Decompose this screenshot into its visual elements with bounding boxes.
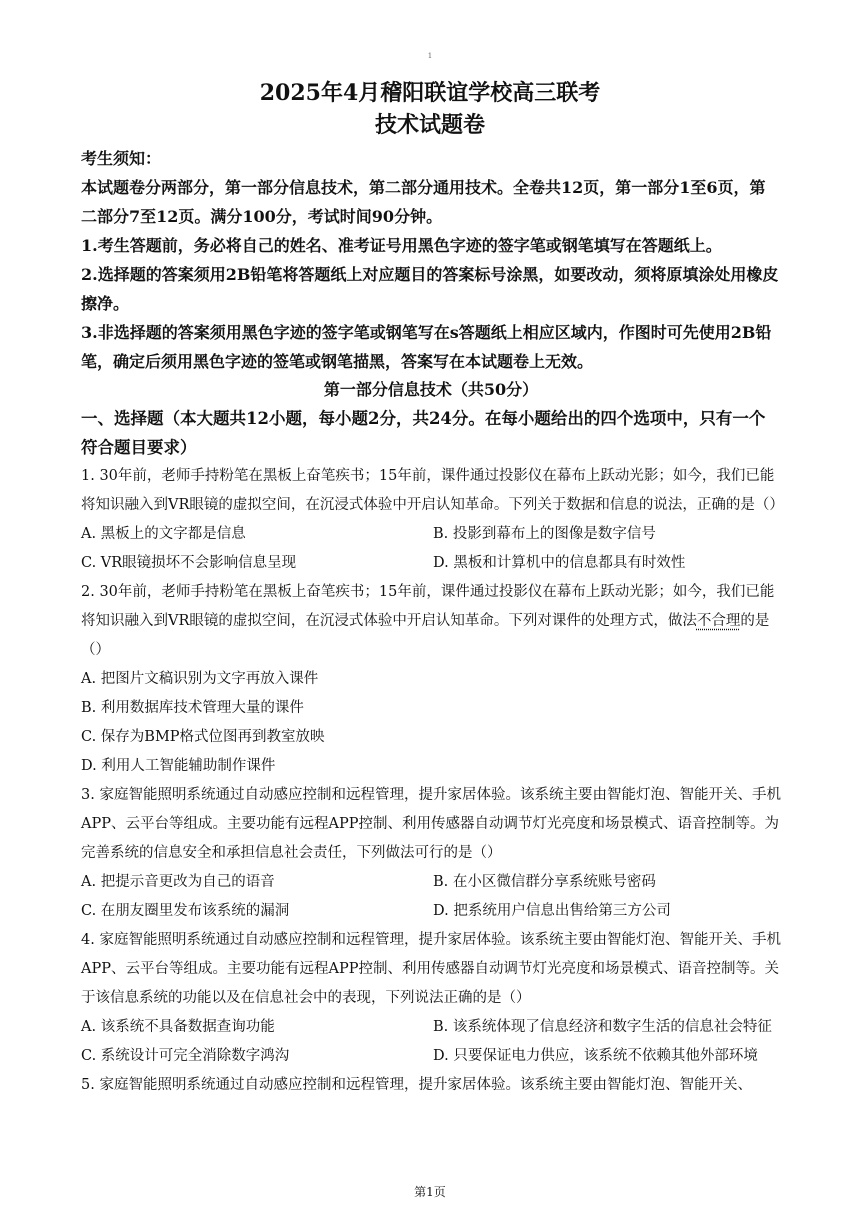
option-a: A. 黑板上的文字都是信息 xyxy=(81,526,246,542)
option-group xyxy=(81,868,781,926)
option-group xyxy=(81,665,781,781)
exam-notice xyxy=(81,144,781,376)
stem-text: 2. 30年前，老师手持粉笔在黑板上奋笔疾书；15年前，课件通过投影仪在幕布上跃动光影；如今，我们已能将知识融入到VR眼镜的虚拟空间，在沉浸式体验中开启认知革命。下列对课件的处理方式，做法 xyxy=(81,584,775,629)
exam-subtitle: 技术试题卷 xyxy=(374,112,485,138)
option-d: D. 黑板和计算机中的信息都具有时效性 xyxy=(433,555,686,571)
question-stem: 5. 家庭智能照明系统通过自动感应控制和远程管理，提升家居体验。该系统主要由智能灯泡、智能开关、 xyxy=(81,1077,752,1093)
option-b: B. 该系统体现了信息经济和数字生活的信息社会特征 xyxy=(433,1019,772,1035)
option-b: B. 在小区微信群分享系统账号密码 xyxy=(433,874,656,890)
notice-item: 1.考生答题前，务必将自己的姓名、准考证号用黑色字迹的签字笔或钢笔填写在答题纸上。 xyxy=(81,236,722,255)
option-c: C. 系统设计可完全消除数字鸿沟 xyxy=(81,1048,290,1064)
document-body xyxy=(81,144,784,1100)
option-d: D. 把系统用户信息出售给第三方公司 xyxy=(433,903,671,919)
question-stem: 3. 家庭智能照明系统通过自动感应控制和远程管理，提升家居体验。该系统主要由智能灯泡、智能开关、手机APP、云平台等组成。主要功能有远程APP控制、利用传感器自动调节灯光亮度和场景模式、语音控制等。为完善系统的信息安全和承担信息社会责任，下列做法可行的是（） xyxy=(81,787,781,861)
notice-item: 3.非选择题的答案须用黑色字迹的签字笔或钢笔写在s答题纸上相应区域内，作图时可先使用2B铅笔，确定后须用黑色字迹的签笔或钢笔描黑，答案写在本试题卷上无效。 xyxy=(81,323,772,371)
option-a: A. 把图片文稿识别为文字再放入课件 xyxy=(81,671,319,687)
emphasis-text: 不合理 xyxy=(696,613,741,629)
option-c: C. 在朋友圈里发布该系统的漏洞 xyxy=(81,903,290,919)
page-number: 第1页 xyxy=(414,1185,446,1199)
notice-item: 2.选择题的答案须用2B铅笔将答题纸上对应题目的答案标号涂黑，如要改动，须将原填涂处用橡皮擦净。 xyxy=(81,265,779,313)
option-c: C. VR眼镜损坏不会影响信息呈现 xyxy=(81,555,297,571)
part-title: 第一部分信息技术（共50分） xyxy=(323,380,539,399)
option-group xyxy=(81,1013,781,1071)
option-b: B. 投影到幕布上的图像是数字信号 xyxy=(433,526,656,542)
page-mark: 1 xyxy=(427,52,433,60)
question-stem: 4. 家庭智能照明系统通过自动感应控制和远程管理，提升家居体验。该系统主要由智能灯泡、智能开关、手机APP、云平台等组成。主要功能有远程APP控制、利用传感器自动调节灯光亮度和场景模式、语音控制等。关于该信息系统的功能以及在信息社会中的表现，下列说法正确的是（） xyxy=(81,932,781,1006)
option-d: D. 只要保证电力供应，该系统不依赖其他外部环境 xyxy=(433,1048,758,1064)
notice-intro: 本试题卷分两部分，第一部分信息技术，第二部分通用技术。全卷共12页，第一部分1至6页，第二部分7至12页。满分100分，考试时间90分钟。 xyxy=(81,178,766,226)
option-c: C. 保存为BMP格式位图再到教室放映 xyxy=(81,729,325,745)
exam-title: 2025年4月稽阳联谊学校高三联考 xyxy=(259,80,601,106)
section-heading: 一、选择题（本大题共12小题，每小题2分，共24分。在每小题给出的四个选项中，只有一个符合题目要求） xyxy=(81,409,766,457)
question-stem xyxy=(81,578,781,665)
notice-heading: 考生须知： xyxy=(81,149,162,168)
option-a: A. 该系统不具备数据查询功能 xyxy=(81,1019,275,1035)
option-b: B. 利用数据库技术管理大量的课件 xyxy=(81,700,304,716)
question-stem: 1. 30年前，老师手持粉笔在黑板上奋笔疾书；15年前，课件通过投影仪在幕布上跃动光影；如今，我们已能将知识融入到VR眼镜的虚拟空间，在沉浸式体验中开启认知革命。下列关于数据和信息的说法，正确的是（） xyxy=(81,468,784,513)
option-group xyxy=(81,520,781,578)
option-a: A. 把提示音更改为自己的语音 xyxy=(81,874,275,890)
stem-text: 的是（） xyxy=(81,613,770,658)
option-d: D. 利用人工智能辅助制作课件 xyxy=(81,758,276,774)
